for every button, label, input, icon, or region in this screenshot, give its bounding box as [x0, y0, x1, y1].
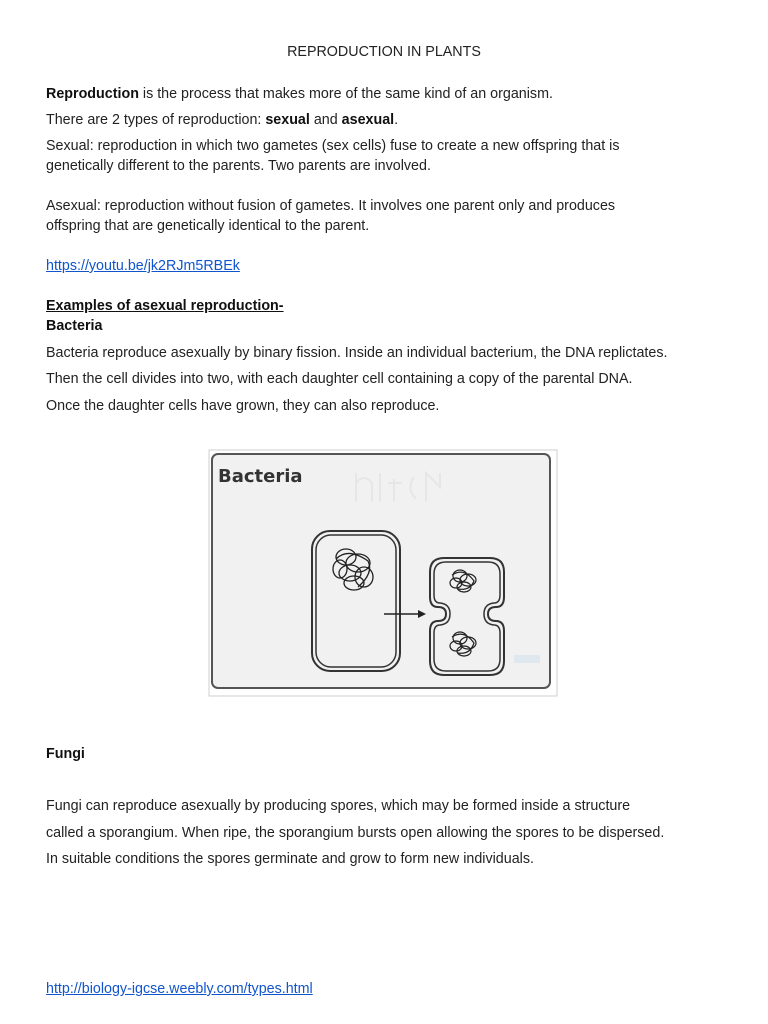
asexual-term: asexual [341, 112, 395, 128]
figure-label: Bacteria [218, 466, 303, 487]
types-sentence [46, 111, 398, 129]
fungi-text-line-2: called a sporangium. When ripe, the sporangium bursts open allowing the spores to be dispersed. [46, 825, 665, 841]
page-title: REPRODUCTION IN PLANTS [287, 44, 481, 60]
bacteria-text-line-3: Once the daughter cells have grown, they can also reproduce. [46, 398, 440, 414]
video-link[interactable]: https://youtu.be/jk2RJm5RBEk [46, 258, 240, 274]
bacteria-figure [208, 449, 558, 697]
asexual-definition-line-1: Asexual: reproduction without fusion of gametes. It involves one parent only and produces [46, 198, 616, 214]
fungi-text-line-1: Fungi can reproduce asexually by producing spores, which may be formed inside a structure [46, 798, 631, 814]
bacteria-text-line-2: Then the cell divides into two, with each daughter cell containing a copy of the parental DNA. [46, 371, 633, 387]
examples-heading: Examples of asexual reproduction- [46, 298, 284, 314]
fungi-heading: Fungi [46, 746, 85, 762]
types-and-text: and [309, 112, 342, 128]
reproduction-definition [46, 85, 553, 103]
sexual-definition-line-2: genetically different to the parents. Two parents are involved. [46, 158, 431, 174]
bacteria-heading: Bacteria [46, 318, 103, 334]
definition-text: is the process that makes more of the same kind of an organism. [138, 86, 553, 102]
reproduction-term: Reproduction [46, 86, 139, 102]
bacteria-text-line-1: Bacteria reproduce asexually by binary fission. Inside an individual bacterium, the DNA replictates. [46, 345, 668, 361]
sexual-definition-line-1: Sexual: reproduction in which two gametes (sex cells) fuse to create a new offspring that is [46, 138, 620, 154]
figure-smudge [514, 655, 540, 663]
source-link[interactable]: http://biology-igcse.weebly.com/types.html [46, 981, 313, 997]
binary-fission-diagram [208, 449, 558, 697]
asexual-definition-line-2: offspring that are genetically identical to the parent. [46, 218, 370, 234]
sexual-term: sexual [265, 112, 310, 128]
types-intro-text: There are 2 types of reproduction: [46, 112, 266, 128]
types-end-text: . [394, 112, 399, 128]
fungi-text-line-3: In suitable conditions the spores germinate and grow to form new individuals. [46, 851, 534, 867]
